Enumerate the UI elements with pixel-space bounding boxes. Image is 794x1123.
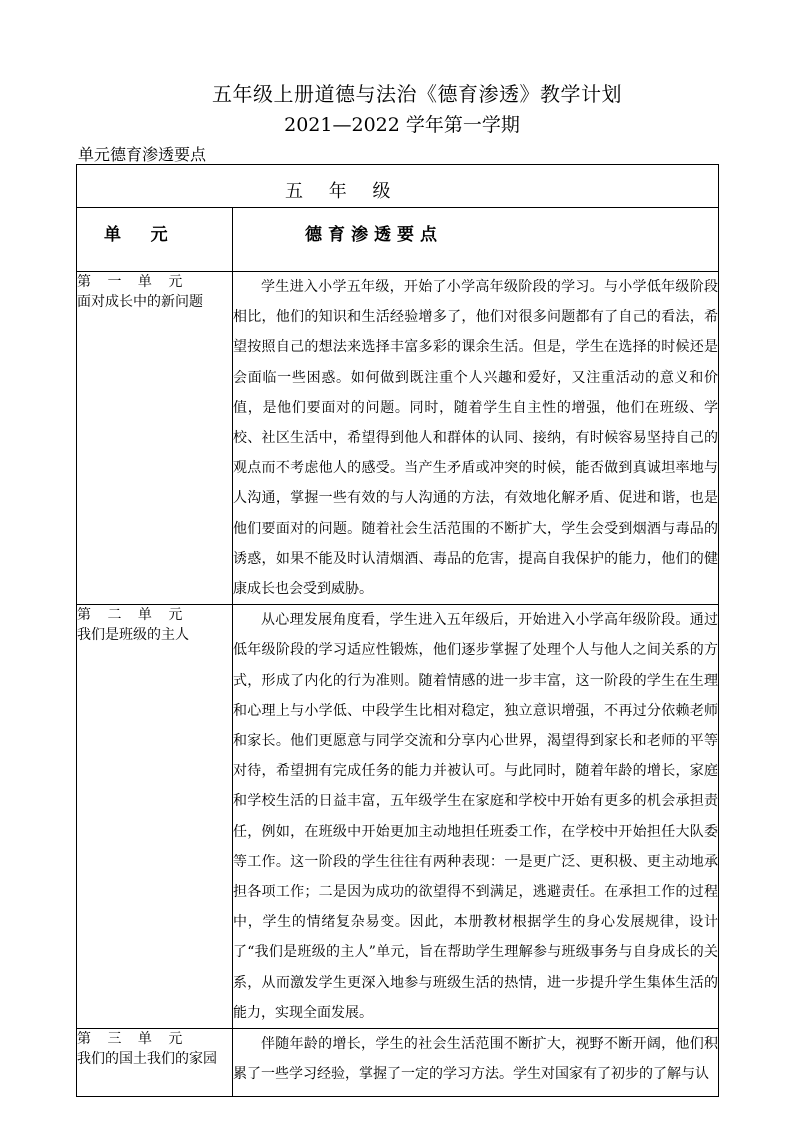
grade-label: 五 年 级	[285, 181, 401, 202]
grade-row	[77, 165, 719, 208]
document-title: 五年级上册道德与法治《德育渗透》教学计划	[212, 82, 622, 106]
content-cell: 学生进入小学五年级，开始了小学高年级阶段的学习。与小学低年级阶段相比，他们的知识和生活经验增多了，他们对很多问题都有了自己的看法，希望按照自己的想法来选择丰富多彩的课余生活。但是，学生在选择的时候还是会面临一些困惑。如何做到既注重个人兴趣和爱好，又注重活动的意义和价值，是他们要面对的问题。同时，随着学生自主性的增强，他们在班级、学校、社区生活中，希望得到他人和群体的认同、接纳，有时候容易坚持自己的观点而不考虑他人的感受。当产生矛盾或冲突的时候，能否做到真诚坦率地与人沟通，掌握一些有效的与人沟通的方法，有效地化解矛盾、促进和谐，也是他们要面对的问题。随着社会生活范围的不断扩大，学生会受到烟酒与毒品的诱惑，如果不能及时认清烟酒、毒品的危害，提高自我保护的能力，他们的健康成长也会受到威胁。	[233, 272, 719, 605]
table-row	[77, 605, 719, 1029]
unit-title: 面对成长中的新问题	[77, 294, 203, 310]
header-content-cell	[233, 208, 719, 272]
plan-table	[76, 164, 719, 1097]
content-cell: 伴随年龄的增长，学生的社会生活范围不断扩大，视野不断开阔，他们积累了一些学习经验，掌握了一定的学习方法。学生对国家有了初步的了解与认	[233, 1029, 719, 1097]
content-cell: 从心理发展角度看，学生进入五年级后，开始进入小学高年级阶段。通过低年级阶段的学习适应性锻炼，他们逐步掌握了处理个人与他人之间关系的方式，形成了内化的行为准则。随着情感的进一步丰富，这一阶段的学生在生理和心理上与小学低、中段学生比相对稳定，独立意识增强，不再过分依赖老师和家长。他们更愿意与同学交流和分享内心世界，渴望得到家长和老师的平等对待，希望拥有完成任务的能力并被认可。与此同时，随着年龄的增长，家庭和学校生活的日益丰富，五年级学生在家庭和学校中开始有更多的机会承担责任，例如，在班级中开始更加主动地担任班委工作，在学校中开始担任大队委等工作。这一阶段的学生往往有两种表现：一是更广泛、更积极、更主动地承担各项工作；二是因为成功的欲望得不到满足，逃避责任。在承担工作的过程中，学生的情绪复杂易变。因此，本册教材根据学生的身心发展规律，设计了“我们是班级的主人”单元，旨在帮助学生理解参与班级事务与自身成长的关系，从而激发学生更深入地参与班级生活的热情，进一步提升学生集体生活的能力，实现全面发展。	[233, 605, 719, 1029]
unit-cell	[77, 605, 233, 1029]
unit-title: 我们是班级的主人	[77, 627, 189, 644]
unit-cell	[77, 272, 233, 605]
document-subtitle: 2021—2022 学年第一学期	[284, 114, 520, 136]
unit-title: 我们的国土我们的家园	[77, 1051, 217, 1068]
unit-number: 第 二 单 元	[77, 607, 189, 624]
section-label: 单元德育渗透要点	[78, 145, 207, 164]
header-row	[77, 208, 719, 272]
header-content-label: 德育渗透要点	[305, 225, 443, 245]
grade-cell	[77, 165, 719, 208]
header-unit-cell	[77, 208, 233, 272]
unit-number: 第 三 单 元	[77, 1031, 189, 1048]
unit-number: 第 一 单 元	[77, 274, 189, 290]
table-row	[77, 272, 719, 605]
table-row	[77, 1029, 719, 1097]
header-unit-label: 单 元	[104, 225, 168, 245]
unit-cell	[77, 1029, 233, 1097]
